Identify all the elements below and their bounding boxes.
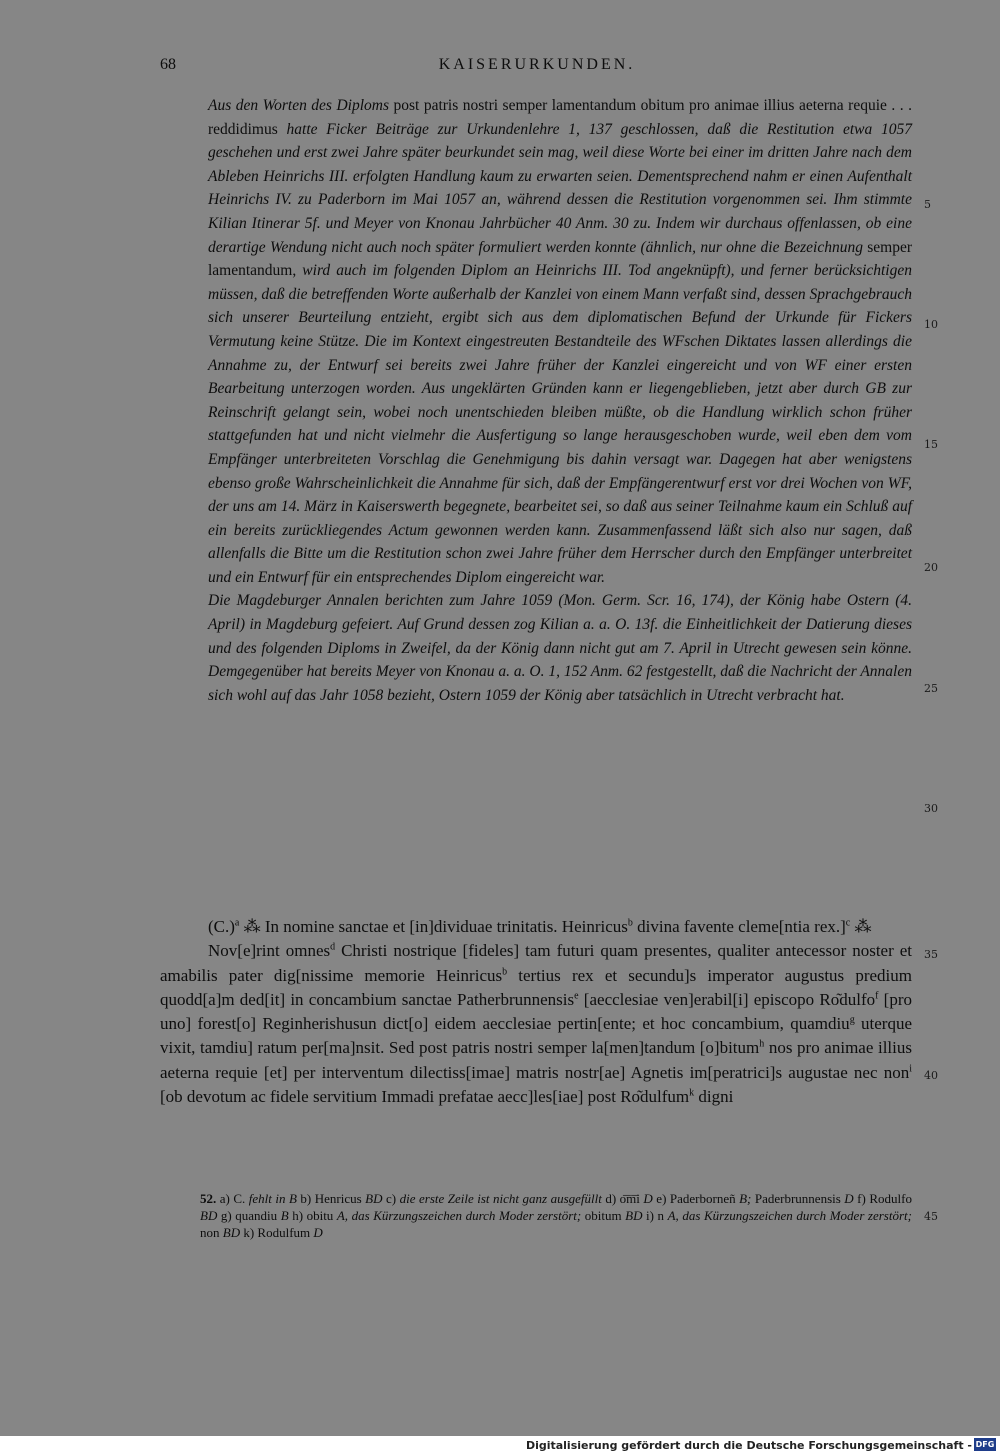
note-text: h) obitu — [288, 1208, 337, 1223]
charter-text: uterque vixit, tamdiu] ratum per[ma]nsit. Sed post patris nostri semper la[men]tandum [o]bitum — [160, 1014, 912, 1058]
charter-paragraph-1 — [160, 915, 912, 939]
note-text: g) quandiu — [217, 1208, 281, 1223]
charter-text: ⁂ In nomine sanctae et [in]dividuae trinitatis. Heinricus — [239, 917, 628, 936]
note-italic: die erste Zeile ist nicht ganz ausgefüllt — [399, 1191, 602, 1206]
footnote-mark: c — [845, 917, 851, 929]
note-text: Paderbrunnensis — [751, 1191, 845, 1206]
note-italic: A, das Kürzungszeichen durch Moder zerstört; — [667, 1208, 912, 1223]
note-text: b) Henricus — [296, 1191, 366, 1206]
funding-credit: Digitalisierung gefördert durch die Deutsche Forschungsgemeinschaft - — [525, 1439, 972, 1452]
note-text: non — [200, 1225, 223, 1240]
note-italic: D — [844, 1191, 854, 1206]
charter-paragraph-2 — [160, 939, 912, 1109]
footnote-block — [200, 1190, 912, 1241]
note-italic: B; — [739, 1191, 752, 1206]
footnote-mark: k — [689, 1087, 695, 1099]
commentary-text: wird auch im folgenden Diplom an Heinrichs III. Tod angeknüpft), und ferner berücksichtigen müssen, daß die betreffenden Worte außerhalb der Kanzlei von einem Mann verfaßt sind, dessen Sprachgebrauch sich unserer Beurteilung entzieht, ergibt sich aus dem diplomatischen Befund der Urkunde für Fickers Vermutung keine Stütze. Die im Kontext eingestreuten Bestandteile des WFschen Diktates lassen allerdings die Annahme zu, der Entwurf sei bereits zwei Jahre früher der Kanzlei eingereicht und von WF einer ersten Bearbeitung unterzogen worden. Aus ungeklärten Gründen kann er liegengeblieben, jetzt aber durch GB zur Reinschrift gelangt sein, wobei noch unentschieden bleiben müßte, ob die Handlung wirklich schon früher stattgefunden hat und nicht vielmehr die Ausfertigung so lange herausgeschoben wurde, weil eben dem vom Empfänger unterbreiteten Vorschlag die Genehmigung bis dahin versagt war. Dagegen hat aber wenigstens ebenso große Wahrscheinlichkeit die Annahme für sich, daß der Empfängerentwurf erst vor drei Wochen von WF, der uns am 14. März in Kaiserswerth begegnete, bearbeitet sei, so daß aus seiner Teilnahme kaum ein Schluß auf ein bereits zurückliegendes Actum gewonnen werden kann. Zusammenfassend läßt sich also nur sagen, daß allenfalls die Bitte um die Restitution schon zwei Jahre früher dem Herrscher durch den Empfänger unterbreitet und ein Entwurf für ein entsprechendes Diplom eingereicht war. — [208, 262, 912, 586]
line-number: 5 — [924, 198, 931, 211]
commentary-text: hatte Ficker Beiträge zur Urkundenlehre 1, 137 geschlossen, daß die Restitution etwa 1057 geschehen und erst zwei Jahre später beurkundet sein mag, weil diese Worte bei einer im dritten Jahre nach dem Ableben Heinrichs III. erfolgten Handlung kaum zu erwarten seien. Dementsprechend nahm er einen Aufenthalt Heinrichs IV. zu Paderborn im Mai 1057 an, während dessen die Restitution vorgenommen sei. Ihm stimmte Kilian Itinerar 5f. und Meyer von Knonau Jahrbücher 40 Anm. 30 zu. Indem wir durchaus offenlassen, ob eine derartige Wendung nicht auch noch später formuliert werden konnte (ähnlich, nur ohne die Bezeichnung — [208, 120, 912, 256]
dfg-logo-icon: DFG — [975, 1440, 995, 1449]
note-italic: BD — [365, 1191, 383, 1206]
footnote-mark: i — [909, 1063, 912, 1075]
note-text: i) n — [642, 1208, 668, 1223]
quoted-latin: post patris nostri semper lamentandum obitum pro animae illius aeterna requie . . . reddidimus — [208, 97, 912, 138]
page-header — [160, 56, 914, 82]
page-number: 68 — [160, 56, 176, 73]
note-text: d) o͞m͞i — [601, 1191, 644, 1206]
charter-text: divina favente cleme[ntia rex.] — [632, 917, 846, 936]
commentary-text: Aus den Worten des Diploms — [208, 97, 394, 114]
line-number: 15 — [924, 438, 938, 451]
note-italic: BD — [200, 1208, 218, 1223]
line-number: 45 — [924, 1210, 938, 1223]
note-text: e) Paderborneñ — [652, 1191, 740, 1206]
charter-text: nos pro animae illius aeterna requie [et] per interventum dilectiss[imae] matris nostr[ae] Agnetis im[peratrici]s augustae nec non — [160, 1038, 912, 1082]
line-number: 40 — [924, 1069, 938, 1082]
footnote-mark: h — [759, 1038, 765, 1050]
charter-text: tertius rex et secundu]s imperator augustus predium quodd[a]m ded[it] in concambium sanctae Patherbrunnensis — [160, 965, 912, 1009]
note-italic: D — [313, 1225, 323, 1240]
commentary-block — [208, 94, 912, 707]
footnotes — [200, 1190, 912, 1241]
note-italic: B — [280, 1208, 289, 1223]
charter-text: Nov[e]rint omnes — [208, 941, 331, 961]
footnote-mark: b — [502, 965, 508, 977]
charter-text: Christi nostrique [fideles] tam futuri quam presentes, qualiter antecessor noster et amabilis pater dig[nissime memorie Heinricus — [160, 941, 912, 985]
footnote-mark: e — [574, 990, 579, 1002]
footnote-mark: b — [627, 917, 633, 929]
footnote-mark: g — [849, 1014, 855, 1026]
note-italic: A, das Kürzungszeichen durch Moder zerstört; — [336, 1208, 582, 1223]
charter-text: (C.) — [208, 917, 235, 936]
document-number: 52. — [200, 1191, 217, 1206]
note-text: a) C. — [216, 1191, 249, 1206]
footnote-mark: d — [330, 941, 336, 953]
note-text: obitum — [581, 1208, 626, 1223]
note-text: k) Rodulfum — [240, 1225, 314, 1240]
line-number: 20 — [924, 561, 938, 574]
footnote-mark: f — [875, 990, 879, 1002]
commentary-paragraph-2: Die Magdeburger Annalen berichten zum Jahre 1059 (Mon. Germ. Scr. 16, 174), der König habe Ostern (4. April) in Magdeburg gefeiert. Auf Grund dessen zog Kilian a. a. O. 13f. die Einheitlichkeit der Datierung dieses und des folgenden Diploms in Zweifel, da der König dann nicht gut am 7. April in Utrecht gewesen sein könne. Demgegenüber hat bereits Meyer von Knonau a. a. O. 1, 152 Anm. 62 festgestellt, daß die Nachricht der Annalen sich wohl auf das Jahr 1058 bezieht, Ostern 1059 der König aber tatsächlich in Utrecht verbracht hat. — [208, 592, 912, 704]
line-number: 25 — [924, 682, 938, 695]
commentary-paragraph-1 — [208, 94, 912, 589]
note-text: c) — [382, 1191, 400, 1206]
note-italic: BD — [222, 1225, 241, 1240]
charter-text: [pro uno] forest[o] Reginherishusun dict[o] eidem aecclesiae pertin[ente; et hoc concambium, quamdiu — [160, 989, 912, 1034]
charter-text: ⁂ — [850, 917, 872, 936]
quoted-latin: semper lamentandum, — [208, 238, 912, 280]
footnote-mark: a — [234, 917, 240, 929]
line-number: 30 — [924, 802, 938, 815]
note-italic: BD — [625, 1208, 643, 1223]
running-title: KAISERURKUNDEN. — [438, 56, 636, 73]
note-italic: fehlt in B — [248, 1191, 297, 1206]
note-text: f) Rodulfo — [853, 1191, 912, 1206]
charter-text: [ob devotum ac fidele servitium Immadi prefatae aecc]les[iae] post Ro͂dulfum — [160, 1087, 690, 1107]
charter-text — [160, 915, 912, 1109]
line-number: 35 — [924, 948, 938, 961]
note-italic: D — [643, 1191, 653, 1206]
charter-text: digni — [694, 1087, 734, 1107]
line-number: 10 — [924, 318, 938, 331]
charter-text: [aecclesiae ven]erabil[i] episcopo Ro͂dulfo — [578, 989, 876, 1009]
